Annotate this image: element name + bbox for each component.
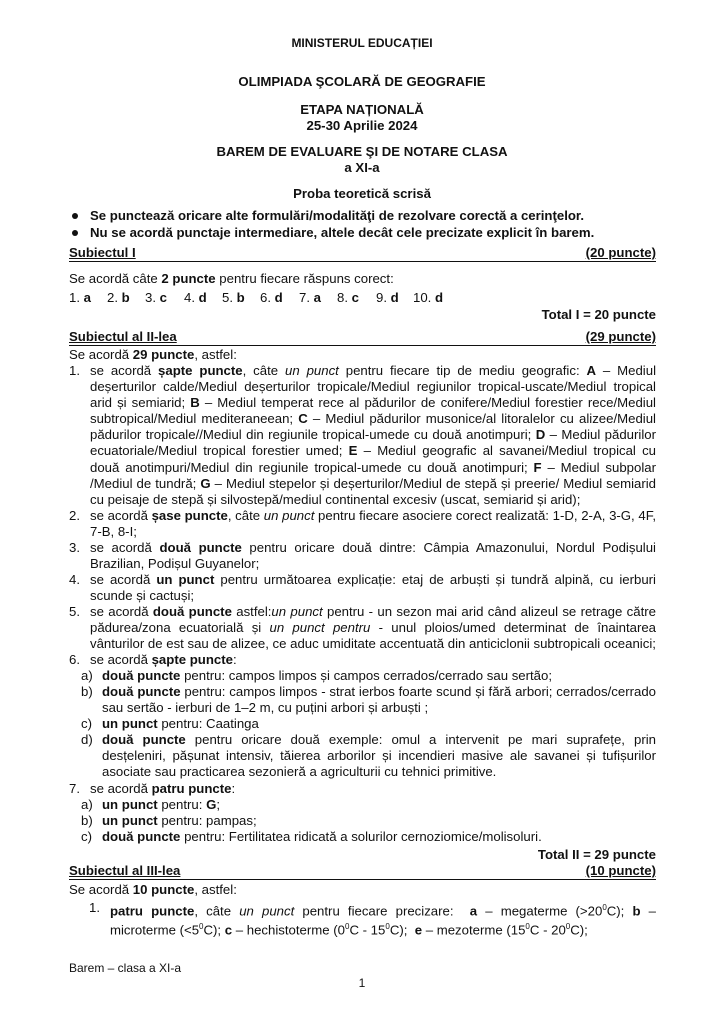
answer-item: 7. a: [299, 290, 322, 305]
document-page: MINISTERUL EDUCAȚIEI OLIMPIADA ŞCOLARĂ DE GEOGRAFIE ETAPA NAȚIONALĂ 25-30 Aprilie 2024 BAREM DE EVALUARE ŞI DE NOTARE CLASA a XI-a Proba teoretică scrisă Se punctează oricare alte formulări/modalităţi de rezolvare corectă a cerinţelor. Nu se acordă punctaje intermediare, altele decât cele precizate explicit în barem. Subiectul I (20 puncte) Se acordă câte 2 puncte pentru fiecare răspuns corect: 1. a 2. b 3. c 4. d 5. b 6. d 7. a 8. c 9. d 10. d Total I = 20 puncte Subiectul al II-lea (29 puncte) Se acordă 29 puncte, astfel: 1. se acordă șapte puncte, câte un punct pentru fiecare tip de mediu geografic: A – Mediul deșerturilor calde/Mediul deșerturilor tropicale/Mediul regiunilor tropical-uscate/Mediul tropical arid și semiarid; B – Mediul temperat rece al pădurilor de conifere/Mediul forestier rece/Mediul subtropical/Mediul mediteraneean; C – Mediul pădurilor musonice/al litoralelor cu alizee/Mediul pădurilor tropicale//Mediul din regiunile tropical-umede cu două anotimpuri; D – Mediul pădurilor ecuatoriale/Mediul tropical forestier umed; E – Mediul geografic al savanei/Mediul tropical cu două anotimpuri/Mediul din regiunile tropical-umede cu două anotimpuri; F – Mediul subpolar /Mediul de tundră; G – Mediul stepelor și deșerturilor/Mediul de stepă și preerie/ Mediul semiarid cu peisaje de stepă și silvostepă/mediul continental excesiv (uscat, semiarid și arid); 2. se acordă șase puncte, câte un punct pentru fiecare asociere corect realizată: 1-D, 2-A, 3-G, 4F, 7-B, 8-I; 3. se acordă două puncte pentru oricare două dintre: Câmpia Amazonului, Nordul Podișului Brazilian, Podișul Guyanelor; 4. se acordă un punct pentru următoarea explicație: etaj de arbuști și tundră alpină, cu ierburi scunde și cactuși; 5. se acordă două puncte astfel:un punct pentru - un sezon mai arid când alizeul se retrage către pădurea/zona ecuatorială și un punct pentru - unul ploios/umed determinat de înaintarea vânturilor de est sau de alizee, ce aduc umiditate accentuată din anticiclonii subtropicali oceanici; 6. se acordă șapte puncte: a) două puncte pentru: campos limpos și campos cerrados/cerrado sau sertão; b) două puncte pentru: campos limpos - strat ierbos foarte scund și fără arbori; cerrados/cerrado sau sertão - ierburi de 1–2 m, cu puțini arbori și arbuști ; c) un punct pentru: Caatinga d) două puncte pentru oricare două exemple: omul a intervenit pe mari suprafețe, prin desțeleniri, pășunat intensiv, tăierea arborilor și incendieri masive ale savanei și tufișurilor asociate sau practicarea sezonieră a agriculturii cu tehnici primitive. 7. se acordă patru puncte: a) un punct pentru: G; b) un punct pentru: pampas; c) două puncte pentru: Fertilitatea ridicată a solurilor cernoziomice/molisoluri. Total II = 29 puncte Subiectul al III-lea (10 puncte) Se acordă 10 puncte, astfel: 1. patru puncte, câte un punct pentru fiecare precizare: a – megaterme $(>20^0C)$; b – microterme $(<5^0C)$; c – hechistoterme $(0^0C - 15^0C)$; e – mezoterme $(15^0C - 20^0C)$; Barem – clasa a XI-a 1: [0, 0, 724, 1024]
section-header-subject-1: Subiectul I (20 puncte): [69, 245, 656, 260]
stage-title: ETAPA NAȚIONALĂ: [300, 102, 424, 117]
bullet-icon: [72, 213, 78, 219]
subject-2-intro: Se acordă 29 puncte, astfel:: [69, 347, 237, 362]
answer-item: 3. c: [145, 290, 168, 305]
answer-item: 10. d: [413, 290, 444, 305]
page-number: 1: [358, 976, 366, 990]
answer-item: 8. c: [337, 290, 360, 305]
answer-item: 4. d: [184, 290, 207, 305]
test-type: Proba teoretică scrisă: [293, 186, 431, 201]
answer-item: 6. d: [260, 290, 283, 305]
olympiad-title: OLIMPIADA ŞCOLARĂ DE GEOGRAFIE: [238, 74, 486, 89]
answer-item: 5. b: [222, 290, 245, 305]
ministry-header: MINISTERUL EDUCAȚIEI: [291, 36, 433, 50]
answer-item: 2. b: [107, 290, 130, 305]
rule-item: Se punctează oricare alte formulări/modalităţi de rezolvare corectă a cerinţelor.: [72, 208, 584, 223]
section-header-subject-2: Subiectul al II-lea (29 puncte): [69, 329, 656, 344]
section-header-subject-3: Subiectul al III-lea (10 puncte): [69, 863, 656, 878]
event-dates: 25-30 Aprilie 2024: [306, 118, 418, 133]
subject-1-intro: Se acordă câte 2 puncte pentru fiecare răspuns corect:: [69, 271, 394, 286]
document-title-class: a XI-a: [344, 160, 380, 175]
subject-2-total: Total II = 29 puncte: [537, 847, 656, 862]
document-title: BAREM DE EVALUARE ŞI DE NOTARE CLASA: [216, 144, 508, 159]
answer-item: 1. a: [69, 290, 92, 305]
subject-1-total: Total I = 20 puncte: [541, 307, 656, 322]
footer-label: Barem – clasa a XI-a: [69, 961, 182, 975]
rule-item: Nu se acordă punctaje intermediare, altele decât cele precizate explicit în barem.: [72, 225, 594, 240]
answer-item: 9. d: [376, 290, 399, 305]
subject-3-intro: Se acordă 10 puncte, astfel:: [69, 882, 237, 897]
bullet-icon: [72, 230, 78, 236]
